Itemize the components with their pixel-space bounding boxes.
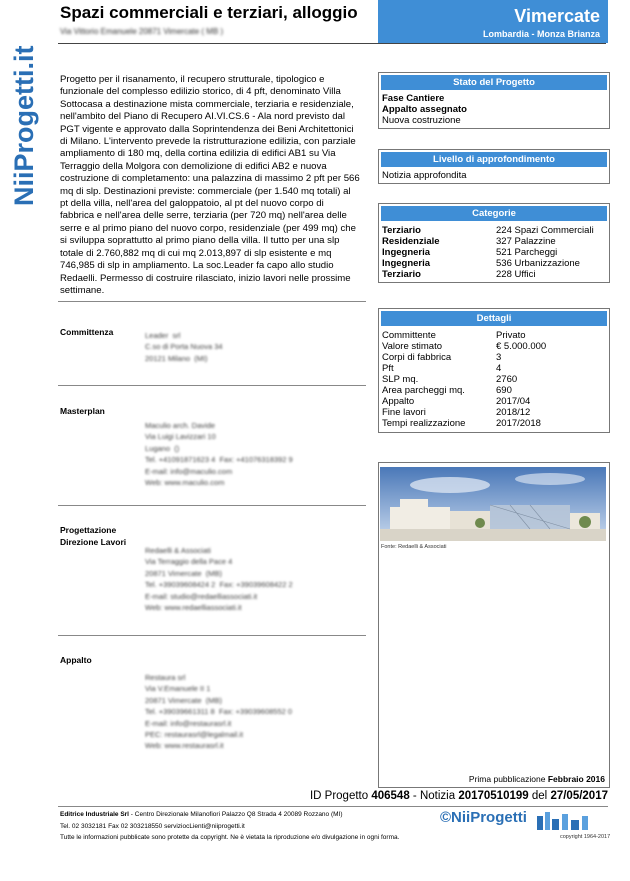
categoria-value: 224 Spazi Commerciali xyxy=(496,225,594,236)
divider xyxy=(58,301,366,302)
categoria-type: Terziario xyxy=(382,225,421,236)
project-address: Via Vittorio Emanuele 20871 Vimercate ( MB ) xyxy=(60,27,224,36)
project-description: Progetto per il risanamento, il recupero strutturale, tipologico e funzionale del complesso edilizio storico, di 4 pft, denominato Villa Sottocasa a destinazione mista commerciale, terziaria e residenziale, nell'ambito del Piano di Recupero AI.VI.CS.6 - Ala nord previsto dal PGT vigente e approvato dalla Soprintendenza dei Beni Architettonici di Milano. L'intervento prevede la ristrutturazione edilizia, con parziale ampliamento di 180 mq, della cortina edilizia di edifici AB1 su Via Terraggio della Molgora con demolizione di edifici AB2 e nuova costruzione di completamento: una palazzina di massimo 2 pft per 566 mq di slp. Destinazioni previste: commerciale (per 1.540 mq totali) al pt della villa, nell'area del galoppatoio, al pt del nuovo corpo di fabbrica e nell'area delle serre, terziaria (per 720 mq) nell'area delle serre e al primo piano del nuovo corpo, residenziale (per 499 mq) che si sviluppa soprattutto al primo piano della villa. Il tutto per una slp totale di 2.760,882 mq di cui mq 2.013,897 di slp esistente e mq 746,985 di slp in ampliamento. La soc.Leader fa capo allo studio Redaelli. Permesso di costruire rilasciato, inizio lavori nelle prossime settimane. xyxy=(60,74,360,296)
publication-label: Prima pubblicazione xyxy=(468,774,546,784)
project-rendering-image xyxy=(380,467,606,541)
stato-row: Appalto assegnato xyxy=(382,104,467,115)
categorie-panel-title: Categorie xyxy=(381,206,607,221)
dettaglio-key: Pft xyxy=(382,363,394,374)
dettaglio-value: 2017/04 xyxy=(496,396,531,407)
section-label-masterplan: Masterplan xyxy=(60,406,105,416)
dettaglio-key: SLP mq. xyxy=(382,374,419,385)
dettaglio-row xyxy=(379,418,609,429)
stato-panel-title: Stato del Progetto xyxy=(381,75,607,90)
categoria-row xyxy=(379,236,609,247)
dettaglio-value: 690 xyxy=(496,385,512,396)
dettaglio-key: Appalto xyxy=(382,396,415,407)
city-name: Vimercate xyxy=(514,6,600,26)
notizia-id: 20170510199 xyxy=(458,790,529,802)
divider xyxy=(58,385,366,386)
dettaglio-row xyxy=(379,363,609,374)
categoria-type: Terziario xyxy=(382,269,421,280)
dettaglio-key: Committente xyxy=(382,330,436,341)
dettaglio-value: 3 xyxy=(496,352,502,363)
publication-value: Febbraio 2016 xyxy=(547,774,605,784)
region-name: Lombardia - Monza Brianza xyxy=(482,29,600,39)
dettaglio-value: 2760 xyxy=(496,374,518,385)
stato-panel xyxy=(378,72,610,129)
categoria-type: Ingegneria xyxy=(382,247,431,258)
divider xyxy=(58,505,366,506)
committenza-details: Leader srl C.so di Porta Nuova 34 20121 Milano (MI) xyxy=(145,331,223,363)
footer-company-address: - Centro Direzionale Milanofiori Palazzo Q8 Strada 4 20089 Rozzano (MI) xyxy=(129,811,343,818)
progettazione-details: Redaelli & Associati Via Terraggio della Pace 4 20871 Vimercate (MB) Tel. +39039608424 2 Fax: +39039608422 2 E-mail: studio@redaelliassociati.it Web: www.redaelliassociati.it xyxy=(145,546,293,613)
dettaglio-value: 4 xyxy=(496,363,502,374)
dettagli-panel-title: Dettagli xyxy=(381,311,607,326)
livello-panel-title: Livello di approfondimento xyxy=(381,152,607,167)
del-label: del xyxy=(531,790,548,802)
dettagli-panel xyxy=(378,308,610,433)
image-caption: Fonte: Redaelli & Associati xyxy=(381,544,447,550)
dettaglio-row xyxy=(379,396,609,407)
dettaglio-value: 2018/12 xyxy=(496,407,531,418)
page-title: Spazi commerciali e terziari, alloggio xyxy=(60,3,358,22)
divider xyxy=(58,635,366,636)
footer-logo: ©NiiProgetti xyxy=(440,809,527,826)
categoria-type: Residenziale xyxy=(382,236,440,247)
stato-row: Fase Cantiere xyxy=(382,93,445,104)
categoria-value: 536 Urbanizzazione xyxy=(496,258,580,269)
notizia-date: 27/05/2017 xyxy=(550,790,608,802)
niiprogetti-vertical-logo xyxy=(6,8,40,208)
notizia-label: - Notizia xyxy=(412,790,456,802)
livello-panel xyxy=(378,149,610,184)
footer-company xyxy=(60,811,343,818)
categoria-row xyxy=(379,258,609,269)
appalto-details: Restaura srl Via V.Emanuele II 1 20871 Vimercate (MB) Tel. +39039661311 8 Fax: +39039608552 0 E-mail: info@restaurasrl.it PEC: restaurasrl@legalmail.it Web: www.restaurasrl.it xyxy=(145,673,293,751)
dettaglio-row xyxy=(379,352,609,363)
section-label-committenza: Committenza xyxy=(60,327,114,337)
dettaglio-key: Area parcheggi mq. xyxy=(382,385,465,396)
dettaglio-value: Privato xyxy=(496,330,526,341)
footer-copyright: copyright 1964-2017 xyxy=(560,834,611,840)
footer-contacts: Tel. 02 3032181 Fax 02 303218550 serviziocLienti@niiprogetti.it xyxy=(60,823,245,830)
dettaglio-key: Valore stimato xyxy=(382,341,443,352)
project-id-line xyxy=(200,790,608,802)
categoria-row xyxy=(379,225,609,236)
masterplan-details: Maculio arch. Davide Via Luigi Lavizzari 10 Lugano () Tel. +41091871623 4 Fax: +41076318392 9 E-mail: info@maculio.com Web: www.maculio.com xyxy=(145,421,293,488)
skyline-icon xyxy=(535,810,595,830)
section-label-appalto: Appalto xyxy=(60,655,92,665)
footer-disclaimer: Tutte le informazioni pubblicate sono protette da copyright. Ne è vietata la riproduzione e/o divulgazione in ogni forma. xyxy=(60,834,400,841)
categoria-row xyxy=(379,247,609,258)
dettaglio-value: 2017/2018 xyxy=(496,418,541,429)
dettaglio-value: € 5.000.000 xyxy=(496,341,547,352)
city-band xyxy=(378,0,608,43)
categoria-value: 228 Uffici xyxy=(496,269,536,280)
dettaglio-key: Tempi realizzazione xyxy=(382,418,466,429)
stato-row: Nuova costruzione xyxy=(382,115,461,126)
dettaglio-row xyxy=(379,385,609,396)
categoria-type: Ingegneria xyxy=(382,258,431,269)
dettaglio-row xyxy=(379,341,609,352)
dettaglio-row xyxy=(379,330,609,341)
vertical-logo-text: NiiProgetti.it xyxy=(9,45,39,206)
first-publication xyxy=(380,774,605,784)
dettaglio-key: Corpi di fabbrica xyxy=(382,352,452,363)
footer-divider xyxy=(58,806,608,807)
footer-company-name: Editrice Industriale Srl xyxy=(60,811,129,818)
section-label-progettazione: Progettazione Direzione Lavori xyxy=(60,525,127,547)
dettaglio-row xyxy=(379,407,609,418)
categoria-value: 327 Palazzine xyxy=(496,236,556,247)
livello-value: Notizia approfondita xyxy=(382,170,467,181)
project-id: 406548 xyxy=(371,790,410,802)
categoria-value: 521 Parcheggi xyxy=(496,247,558,258)
dettaglio-key: Fine lavori xyxy=(382,407,426,418)
categorie-panel xyxy=(378,203,610,283)
id-label: ID Progetto xyxy=(309,790,369,802)
categoria-row xyxy=(379,269,609,280)
dettaglio-row xyxy=(379,374,609,385)
